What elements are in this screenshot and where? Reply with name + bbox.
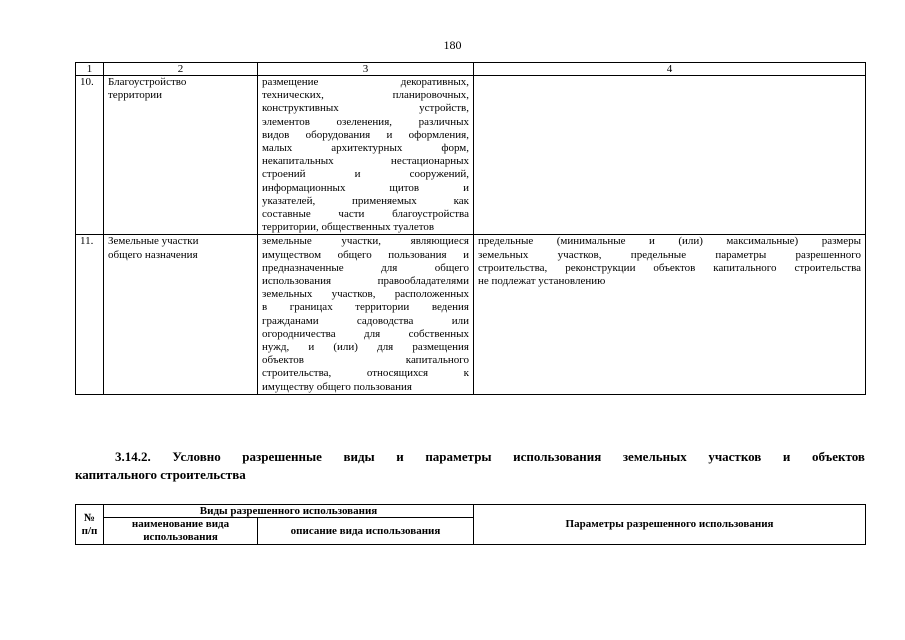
column-number-header: 1	[76, 63, 104, 76]
row-number: 10.	[76, 76, 104, 235]
desc-line: некапитальных нестационарных	[262, 155, 469, 168]
desc-line: видов оборудования и оформления,	[262, 128, 469, 141]
heading-word: разрешенные	[242, 449, 322, 464]
table-row	[76, 76, 866, 235]
desc-line: огородничества для собственных	[262, 327, 469, 340]
desc-line: элементов озеленения, различных	[262, 115, 469, 128]
desc-line: имуществу общего пользования	[262, 380, 412, 393]
heading-word: использования	[513, 449, 602, 464]
column-number-header: 2	[104, 63, 258, 76]
use-description	[258, 235, 474, 394]
heading-word: земельных	[622, 449, 687, 464]
section-heading	[75, 448, 865, 484]
use-name-line: Земельные участки	[108, 235, 199, 248]
use-description	[258, 76, 474, 235]
desc-line: указателей, применяемых как	[262, 194, 469, 207]
use-name	[104, 76, 258, 235]
name-header	[104, 518, 258, 545]
use-name-line: общего назначения	[108, 248, 198, 261]
heading-word: и	[396, 449, 404, 464]
desc-line: малых архитектурных форм,	[262, 142, 469, 155]
description-header: описание вида использования	[258, 518, 474, 545]
desc-line: имуществом общего пользования и	[262, 248, 469, 261]
use-name	[104, 235, 258, 394]
params-line: земельных участков, предельные параметры разрешенного	[478, 248, 861, 261]
land-use-table	[75, 62, 866, 395]
desc-line: технических, планировочных,	[262, 89, 469, 102]
desc-line: предназначенные для общего	[262, 261, 469, 274]
desc-line: конструктивных устройств,	[262, 102, 469, 115]
heading-word: параметры	[425, 449, 492, 464]
heading-word: виды	[343, 449, 375, 464]
group-header: Виды разрешенного использования	[104, 505, 474, 518]
desc-line: нужд, и (или) для размещения	[262, 341, 469, 354]
desc-line: строительства, относящихся к	[262, 367, 469, 380]
desc-line: использования правообладателями	[262, 275, 469, 288]
use-parameters	[474, 76, 866, 235]
table-header-row	[76, 63, 866, 76]
heading-word: Условно	[172, 449, 221, 464]
number-header-line: п/п	[81, 524, 98, 537]
params-line: предельные (минимальные и (или) максимальные) размеры	[478, 235, 861, 248]
page-number: 180	[443, 38, 462, 52]
use-name-line: Благоустройство	[108, 76, 187, 88]
params-line: строительства, реконструкции объектов капитального строительства	[478, 261, 861, 274]
desc-line: в границах территории ведения	[262, 301, 469, 314]
use-name-line: территории	[108, 89, 163, 102]
column-number-header: 3	[258, 63, 474, 76]
heading-word: участков	[708, 449, 762, 464]
table-row	[76, 235, 866, 394]
number-header	[76, 505, 104, 545]
desc-line: земельные участки, являющиеся	[262, 235, 469, 248]
desc-line: информационных щитов и	[262, 181, 469, 194]
heading-word: и	[782, 449, 791, 464]
section-heading-line1	[75, 448, 865, 466]
name-header-line: использования	[143, 531, 218, 543]
number-header-line: №	[83, 511, 96, 524]
desc-line: размещение декоративных,	[262, 76, 469, 88]
row-number: 11.	[76, 235, 104, 394]
section-number: 3.14.2.	[115, 449, 151, 464]
desc-line: земельных участков, расположенных	[262, 288, 469, 301]
desc-line: объектов капитального	[262, 354, 469, 367]
table-header-row	[76, 505, 866, 518]
params-header: Параметры разрешенного использования	[474, 505, 866, 545]
column-number-header: 4	[474, 63, 866, 76]
use-parameters	[474, 235, 866, 394]
section-heading-line2: капитального строительства	[75, 467, 246, 482]
desc-line: строений и сооружений,	[262, 168, 469, 181]
name-header-line: наименование вида	[131, 518, 230, 530]
desc-line: территории, общественных туалетов	[262, 221, 435, 234]
heading-word: объектов	[811, 449, 865, 464]
params-line: не подлежат установлению	[478, 275, 606, 288]
desc-line: гражданами садоводства или	[262, 314, 469, 327]
conditional-use-table	[75, 504, 866, 545]
desc-line: составные части благоустройства	[262, 208, 469, 221]
